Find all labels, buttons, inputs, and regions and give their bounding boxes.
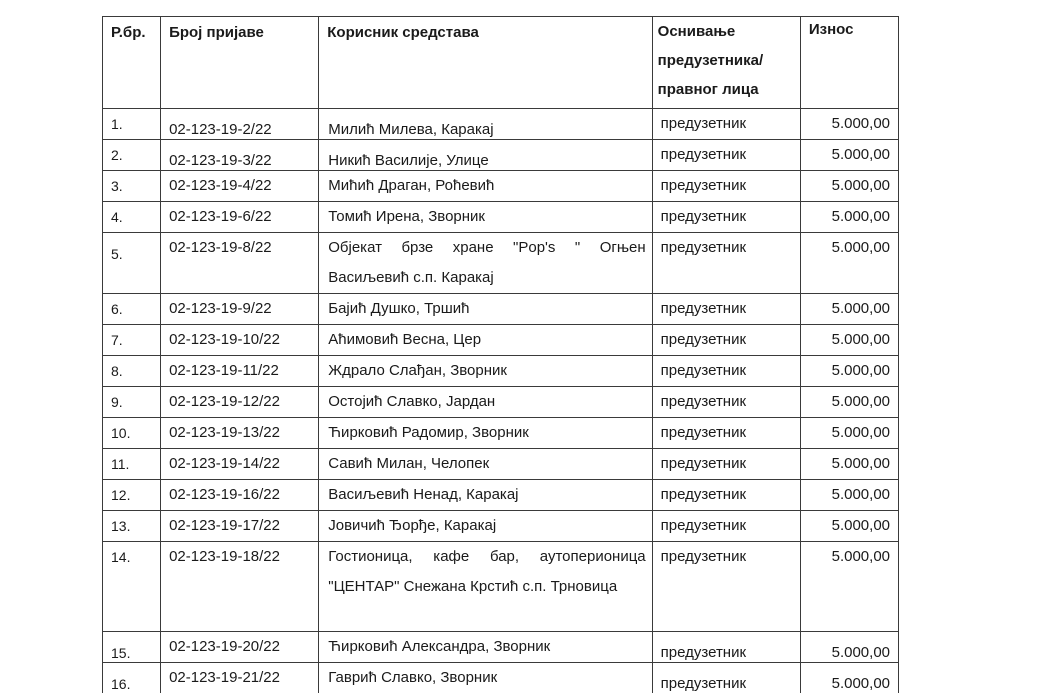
table-row	[103, 202, 899, 233]
header-number: Број пријаве	[161, 17, 319, 109]
cell-number: 02-123-19-13/22	[161, 418, 319, 449]
cell-number: 02-123-19-4/22	[161, 171, 319, 202]
cell-user: Ждрало Слађан, Зворник	[319, 356, 652, 387]
cell-amount: 5.000,00	[800, 511, 898, 542]
cell-rb: 15.	[103, 632, 161, 663]
cell-type: предузетник	[652, 140, 800, 171]
cell-amount: 5.000,00	[800, 480, 898, 511]
cell-rb: 1.	[103, 109, 161, 140]
cell-type: предузетник	[652, 542, 800, 632]
cell-user: Томић Ирена, Зворник	[319, 202, 652, 233]
cell-user: Васиљевић Ненад, Каракај	[319, 480, 652, 511]
header-user: Корисник средстава	[319, 17, 652, 109]
cell-number: 02-123-19-2/22	[161, 109, 319, 140]
cell-amount: 5.000,00	[800, 663, 898, 693]
cell-number: 02-123-19-18/22	[161, 542, 319, 632]
table-row	[103, 356, 899, 387]
cell-amount: 5.000,00	[800, 356, 898, 387]
cell-user: Аћимовић Весна, Цер	[319, 325, 652, 356]
cell-type: предузетник	[652, 663, 800, 693]
cell-type: предузетник	[652, 387, 800, 418]
table-row	[103, 325, 899, 356]
cell-type: предузетник	[652, 325, 800, 356]
table-row	[103, 542, 899, 632]
cell-number: 02-123-19-17/22	[161, 511, 319, 542]
cell-user: Никић Василије, Улице	[319, 140, 652, 171]
cell-rb: 5.	[103, 233, 161, 294]
cell-type: предузетник	[652, 418, 800, 449]
cell-number: 02-123-19-3/22	[161, 140, 319, 171]
cell-rb: 8.	[103, 356, 161, 387]
cell-user: Милић Милева, Каракај	[319, 109, 652, 140]
cell-amount: 5.000,00	[800, 109, 898, 140]
cell-rb: 9.	[103, 387, 161, 418]
table-row	[103, 632, 899, 663]
cell-user: Мићић Драган, Роћевић	[319, 171, 652, 202]
table-row	[103, 663, 899, 693]
table-row	[103, 294, 899, 325]
cell-amount: 5.000,00	[800, 171, 898, 202]
cell-amount: 5.000,00	[800, 387, 898, 418]
cell-number: 02-123-19-10/22	[161, 325, 319, 356]
table-row	[103, 387, 899, 418]
header-type: Оснивање предузетника/ правног лица	[652, 17, 800, 109]
cell-user: Гаврић Славко, Зворник	[319, 663, 652, 693]
cell-rb: 7.	[103, 325, 161, 356]
cell-rb: 3.	[103, 171, 161, 202]
table-row	[103, 109, 899, 140]
cell-user: Ћирковић Александра, Зворник	[319, 632, 652, 663]
cell-amount: 5.000,00	[800, 140, 898, 171]
cell-rb: 13.	[103, 511, 161, 542]
cell-amount: 5.000,00	[800, 294, 898, 325]
cell-user: Бајић Душко, Тршић	[319, 294, 652, 325]
cell-type: предузетник	[652, 632, 800, 663]
cell-number: 02-123-19-21/22	[161, 663, 319, 693]
header-rb: Р.бр.	[103, 17, 161, 109]
cell-type: предузетник	[652, 171, 800, 202]
cell-rb: 12.	[103, 480, 161, 511]
cell-type: предузетник	[652, 109, 800, 140]
cell-rb: 16.	[103, 663, 161, 693]
table-row	[103, 418, 899, 449]
cell-type: предузетник	[652, 294, 800, 325]
cell-amount: 5.000,00	[800, 325, 898, 356]
table-row	[103, 480, 899, 511]
header-amount: Износ	[800, 17, 898, 109]
cell-amount: 5.000,00	[800, 632, 898, 663]
cell-number: 02-123-19-14/22	[161, 449, 319, 480]
cell-rb: 4.	[103, 202, 161, 233]
cell-rb: 11.	[103, 449, 161, 480]
cell-amount: 5.000,00	[800, 542, 898, 632]
cell-rb: 6.	[103, 294, 161, 325]
cell-type: предузетник	[652, 480, 800, 511]
header-row	[103, 17, 899, 109]
cell-number: 02-123-19-20/22	[161, 632, 319, 663]
cell-amount: 5.000,00	[800, 233, 898, 294]
cell-amount: 5.000,00	[800, 449, 898, 480]
cell-user: Јовичић Ђорђе, Каракај	[319, 511, 652, 542]
table-row	[103, 233, 899, 294]
cell-type: предузетник	[652, 511, 800, 542]
table-row	[103, 449, 899, 480]
cell-type: предузетник	[652, 356, 800, 387]
cell-user: Објекат брзе хране "Pop's " Огњен Васиљевић с.п. Каракај	[319, 233, 652, 294]
cell-user: Гостионица, кафе бар, аутоперионица "ЦЕНТАР" Снежана Крстић с.п. Трновица	[319, 542, 652, 632]
cell-user: Савић Милан, Челопек	[319, 449, 652, 480]
table-row	[103, 140, 899, 171]
cell-amount: 5.000,00	[800, 202, 898, 233]
cell-rb: 14.	[103, 542, 161, 632]
table-row	[103, 511, 899, 542]
cell-type: предузетник	[652, 233, 800, 294]
cell-number: 02-123-19-9/22	[161, 294, 319, 325]
cell-number: 02-123-19-11/22	[161, 356, 319, 387]
cell-amount: 5.000,00	[800, 418, 898, 449]
cell-number: 02-123-19-6/22	[161, 202, 319, 233]
cell-number: 02-123-19-8/22	[161, 233, 319, 294]
cell-type: предузетник	[652, 202, 800, 233]
table-row	[103, 171, 899, 202]
cell-user: Ћирковић Радомир, Зворник	[319, 418, 652, 449]
cell-rb: 2.	[103, 140, 161, 171]
cell-number: 02-123-19-16/22	[161, 480, 319, 511]
cell-type: предузетник	[652, 449, 800, 480]
cell-number: 02-123-19-12/22	[161, 387, 319, 418]
cell-user: Остојић Славко, Јардан	[319, 387, 652, 418]
cell-rb: 10.	[103, 418, 161, 449]
beneficiaries-table	[102, 16, 899, 693]
